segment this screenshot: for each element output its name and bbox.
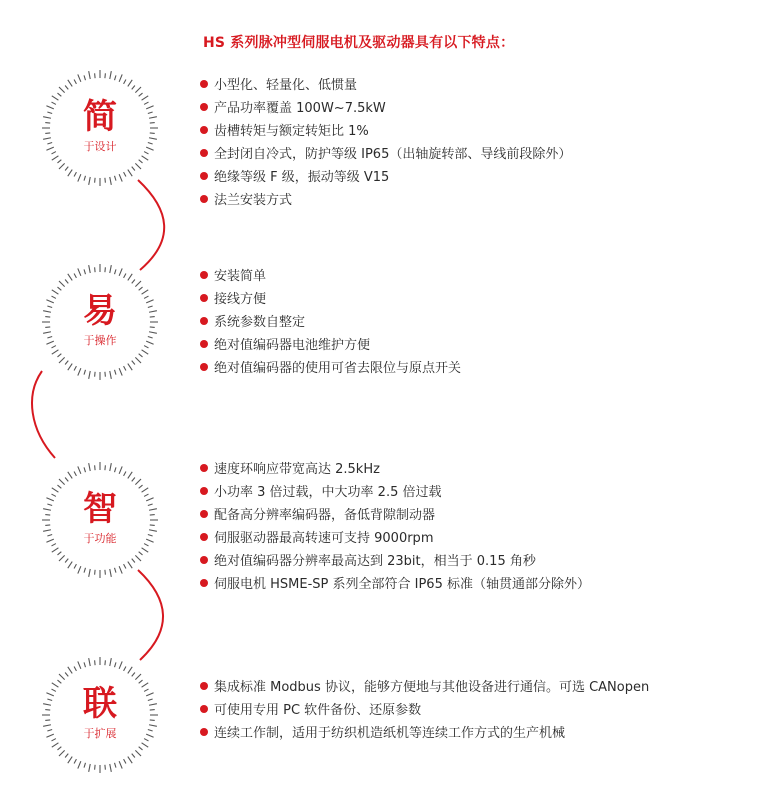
- feature-list-design: [200, 74, 571, 212]
- feature-item: 伺服电机 HSME-SP 系列全部符合 IP65 标准（轴贯通部分除外）: [200, 573, 590, 596]
- badge-subtitle: 于扩展: [83, 727, 117, 740]
- feature-item: 系统参数自整定: [200, 311, 461, 334]
- feature-item: 产品功率覆盖 100W~7.5kW: [200, 97, 571, 120]
- feature-item: 绝对值编码器电池维护方便: [200, 334, 461, 357]
- feature-item: 伺服驱动器最高转速可支持 9000rpm: [200, 527, 590, 550]
- feature-list-operation: [200, 265, 461, 380]
- badge-char: 简: [83, 97, 117, 137]
- feature-item: 速度环响应带宽高达 2.5kHz: [200, 458, 590, 481]
- feature-item: 连续工作制，适用于纺织机造纸机等连续工作方式的生产机械: [200, 722, 649, 745]
- badge-char: 智: [83, 489, 117, 529]
- badge-subtitle: 于功能: [83, 532, 117, 545]
- feature-item: 接线方便: [200, 288, 461, 311]
- connector-curve-2: [32, 371, 55, 458]
- feature-item: 绝对值编码器的使用可省去限位与原点开关: [200, 357, 461, 380]
- feature-item: 齿槽转矩与额定转矩比 1%: [200, 120, 571, 143]
- badge-char: 易: [83, 291, 117, 331]
- badge-jian: [40, 68, 160, 188]
- connector-curve-3: [138, 570, 163, 660]
- feature-item: 绝对值编码器分辨率最高达到 23bit，相当于 0.15 角秒: [200, 550, 590, 573]
- badge-subtitle: 于操作: [83, 334, 117, 347]
- badge-zhi: [40, 460, 160, 580]
- feature-list-function: [200, 458, 590, 596]
- feature-item: 法兰安装方式: [200, 189, 571, 212]
- feature-item: 可使用专用 PC 软件备份、还原参数: [200, 699, 649, 722]
- feature-item: 全封闭自冷式，防护等级 IP65（出轴旋转部、导线前段除外）: [200, 143, 571, 166]
- badge-char: 联: [83, 684, 117, 724]
- badge-lian: [40, 655, 160, 775]
- feature-item: 小功率 3 倍过载，中大功率 2.5 倍过载: [200, 481, 590, 504]
- feature-item: 配备高分辨率编码器，备低背隙制动器: [200, 504, 590, 527]
- feature-item: 集成标准 Modbus 协议，能够方便地与其他设备进行通信。可选 CANopen: [200, 676, 649, 699]
- connector-curve-1: [138, 180, 164, 270]
- page-title: HS 系列脉冲型伺服电机及驱动器具有以下特点：: [203, 35, 515, 51]
- feature-list-extension: [200, 676, 649, 745]
- badge-subtitle: 于设计: [83, 140, 117, 153]
- feature-item: 小型化、轻量化、低惯量: [200, 74, 571, 97]
- feature-item: 绝缘等级 F 级，振动等级 V15: [200, 166, 571, 189]
- badge-yi: [40, 262, 160, 382]
- feature-item: 安装简单: [200, 265, 461, 288]
